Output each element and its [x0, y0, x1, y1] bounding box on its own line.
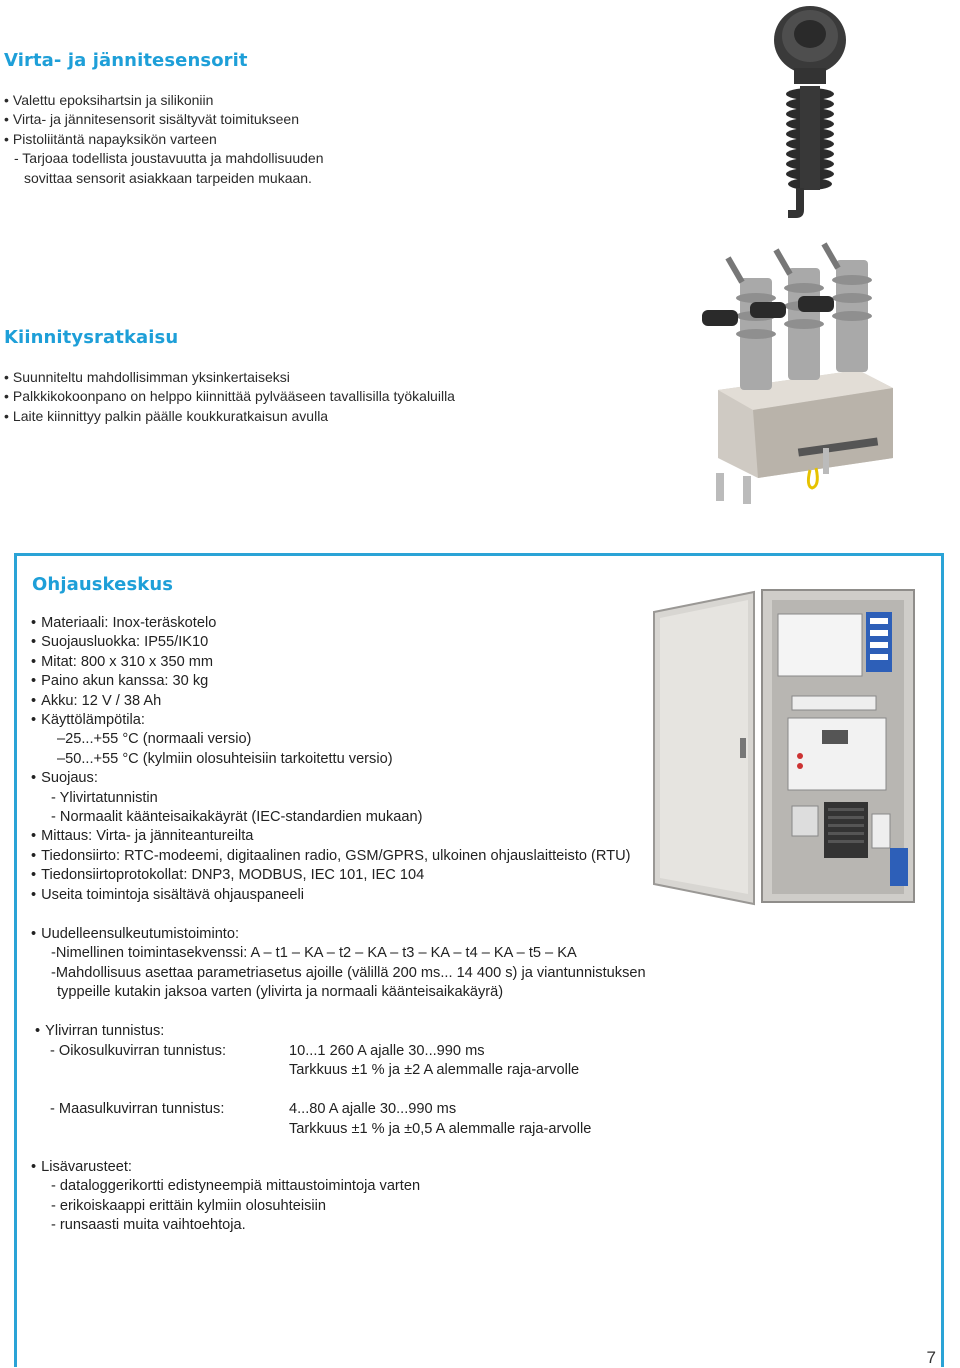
list-item: • Materiaali: Inox-teräskotelo	[31, 614, 631, 633]
sensors-list	[4, 91, 324, 188]
earth-fault-value-2: Tarkkuus ±1 % ja ±0,5 A alemmalle raja-arvolle	[289, 1121, 592, 1137]
list-item: • Suunniteltu mahdollisimman yksinkertaiseksi	[4, 368, 455, 387]
list-item: • Pistoliitäntä napayksikön varteen	[4, 130, 324, 149]
list-item: • Ylivirran tunnistus:	[35, 1022, 164, 1041]
earth-fault-label: - Maasulkuvirran tunnistus:	[50, 1101, 225, 1117]
control-center-list	[31, 614, 631, 905]
mounting-list	[4, 368, 455, 426]
control-cabinet-image	[652, 588, 922, 906]
list-item: • Mitat: 800 x 310 x 350 mm	[31, 653, 631, 672]
short-circuit-value-2: Tarkkuus ±1 % ja ±2 A alemmalle raja-arvolle	[289, 1062, 580, 1078]
list-subitem: -Nimellinen toimintasekvenssi: A – t1 – KA – t2 – KA – t3 – KA – t4 – KA – t5 – KA	[51, 945, 577, 962]
list-item: • Laite kiinnittyy palkin päälle koukkuratkaisun avulla	[4, 407, 455, 426]
heading-mounting: Kiinnitysratkaisu	[4, 327, 179, 348]
list-item: • Tiedonsiirto: RTC-modeemi, digitaalinen radio, GSM/GPRS, ulkoinen ohjauslaitteisto (RTU)	[31, 847, 631, 866]
list-item: • Uudelleensulkeutumistoiminto:	[31, 925, 646, 944]
list-item: • Paino akun kanssa: 30 kg	[31, 672, 631, 691]
list-subitem: –25...+55 °C (normaali versio)	[57, 731, 252, 748]
short-circuit-label: - Oikosulkuvirran tunnistus:	[50, 1043, 227, 1059]
list-subitem: - runsaasti muita vaihtoehtoja.	[51, 1217, 246, 1234]
list-item: • Käyttölämpötila:	[31, 711, 631, 730]
list-subitem: sovittaa sensorit asiakkaan tarpeiden mukaan.	[24, 169, 312, 186]
earth-fault-value-1: 4...80 A ajalle 30...990 ms	[289, 1101, 457, 1117]
list-subitem: -Mahdollisuus asettaa parametriasetus ajoille (välillä 200 ms... 14 400 s) ja viantunnistuksen	[51, 964, 646, 981]
list-subitem: - Tarjoaa todellista joustavuutta ja mahdollisuuden	[14, 150, 324, 167]
overcurrent-label	[35, 1022, 164, 1041]
list-subitem: - dataloggerikortti edistyneempiä mittaustoimintoja varten	[51, 1178, 421, 1195]
list-item: • Tiedonsiirtoprotokollat: DNP3, MODBUS, IEC 101, IEC 104	[31, 866, 631, 885]
heading-sensors: Virta- ja jännitesensorit	[4, 50, 248, 71]
list-item: • Suojausluokka: IP55/IK10	[31, 633, 631, 652]
short-circuit-value-1: 10...1 260 A ajalle 30...990 ms	[289, 1043, 485, 1059]
list-subitem: - Ylivirtatunnistin	[51, 789, 158, 806]
list-item: • Virta- ja jännitesensorit sisältyvät toimitukseen	[4, 110, 324, 129]
list-item: • Valettu epoksihartsin ja silikoniin	[4, 91, 324, 110]
sensor-image	[760, 0, 870, 225]
list-subitem: - erikoiskaappi erittäin kylmiin olosuhteisiin	[51, 1197, 326, 1214]
reclose-list	[31, 925, 646, 1003]
list-subitem: typpeille kutakin jaksoa varten (ylivirta ja normaali käänteisaikakäyrä)	[57, 984, 504, 1001]
page-number: 7	[926, 1348, 936, 1367]
list-subitem: - Normaalit käänteisaikakäyrät (IEC-standardien mukaan)	[51, 809, 423, 826]
heading-control-center: Ohjauskeskus	[32, 574, 174, 595]
recloser-image	[688, 238, 910, 510]
list-item: • Useita toimintoja sisältävä ohjauspaneeli	[31, 886, 631, 905]
accessories-list	[31, 1158, 420, 1236]
list-item: • Lisävarusteet:	[31, 1158, 420, 1177]
list-item: • Akku: 12 V / 38 Ah	[31, 692, 631, 711]
list-item: • Palkkikokoonpano on helppo kiinnittää pylvääseen tavallisilla työkaluilla	[4, 387, 455, 406]
list-item: • Suojaus:	[31, 769, 631, 788]
list-subitem: –50...+55 °C (kylmiin olosuhteisiin tarkoitettu versio)	[57, 750, 393, 767]
list-item: • Mittaus: Virta- ja jänniteantureilta	[31, 827, 631, 846]
